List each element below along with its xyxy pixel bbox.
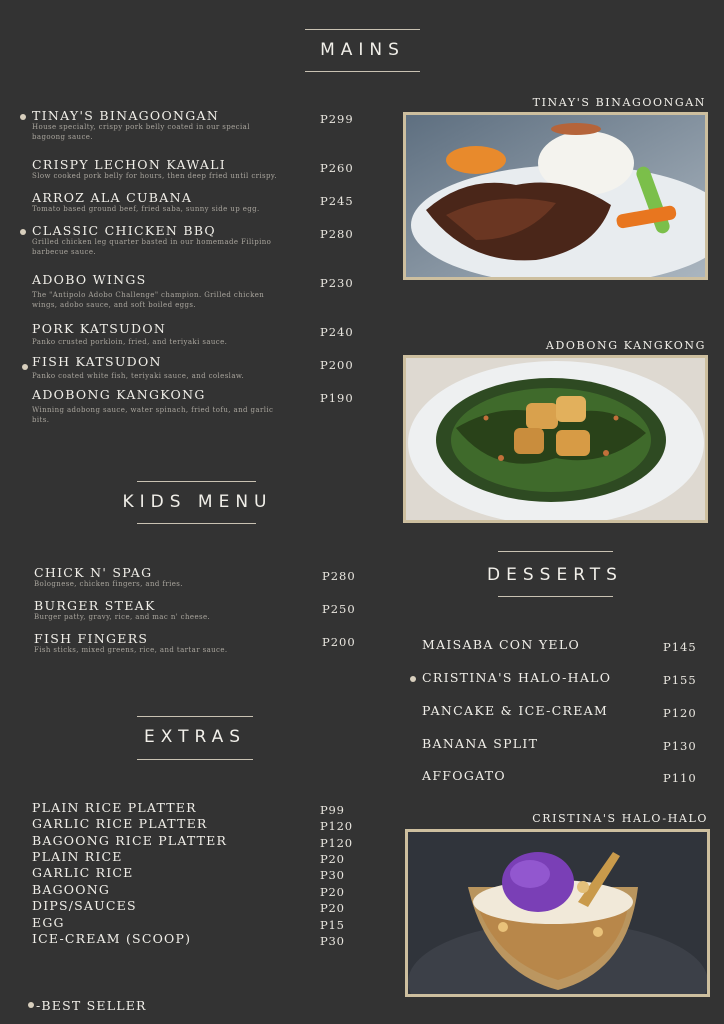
extra-item-name: PLAIN RICE: [32, 849, 123, 864]
mains-title-rule-bottom: [305, 71, 420, 72]
menu-item-price: P200: [322, 635, 356, 649]
kids-title: KIDS MENU: [122, 492, 273, 512]
best-seller-dot: [20, 229, 26, 235]
photo-caption-halohalo: CRISTINA'S HALO-HALO: [532, 812, 708, 825]
extras-title-rule-bottom: [137, 759, 253, 760]
extra-item-price: P120: [320, 836, 353, 850]
best-seller-dot: [22, 364, 28, 370]
extra-item-name: EGG: [32, 915, 65, 930]
menu-item-name: CRISPY LECHON KAWALI: [32, 157, 227, 172]
menu-item-price: P280: [322, 569, 356, 583]
menu-item-price: P120: [663, 706, 697, 720]
menu-item-price: P230: [320, 276, 354, 290]
menu-item-price: P200: [320, 358, 354, 372]
extra-item-name: ICE-CREAM (SCOOP): [32, 931, 192, 946]
menu-item-desc: Tomato based ground beef, fried saba, sunny side up egg.: [32, 205, 260, 213]
extra-item-name: BAGOONG: [32, 882, 111, 897]
menu-item-price: P110: [663, 771, 697, 785]
kids-title-rule-bottom: [137, 523, 256, 524]
menu-item-price: P280: [320, 227, 354, 241]
binagoongan-image: [406, 115, 705, 277]
extra-item-name: BAGOONG RICE PLATTER: [32, 833, 228, 848]
menu-item-desc: House specialty, crispy pork belly coated in our special bagoong sauce.: [32, 123, 250, 141]
mains-title-rule-top: [305, 29, 420, 30]
extra-item-name: PLAIN RICE PLATTER: [32, 800, 197, 815]
menu-item-name: PORK KATSUDON: [32, 321, 167, 336]
binagoongan-photo: [403, 112, 708, 280]
menu-item-desc: Fish sticks, mixed greens, rice, and tartar sauce.: [34, 646, 228, 654]
menu-item-desc: Burger patty, gravy, rice, and mac n' cheese.: [34, 613, 211, 621]
menu-item-desc: Winning adobong sauce, water spinach, fried tofu, and garlic bits.: [32, 406, 274, 424]
menu-item-name: AFFOGATO: [422, 768, 506, 783]
menu-item-name: CRISTINA'S HALO-HALO: [422, 670, 612, 685]
extra-item-name: GARLIC RICE PLATTER: [32, 816, 208, 831]
menu-item-desc: Panko coated white fish, teriyaki sauce, and coleslaw.: [32, 372, 245, 380]
menu-item-name: FISH FINGERS: [34, 631, 149, 646]
desserts-title-rule-bottom: [498, 596, 613, 597]
menu-item-name: CHICK N' SPAG: [34, 565, 153, 580]
extra-item-price: P120: [320, 819, 353, 833]
kangkong-image: [406, 358, 705, 520]
best-seller-dot: [20, 114, 26, 120]
menu-item-name: BURGER STEAK: [34, 598, 156, 613]
extra-item-name: DIPS/SAUCES: [32, 898, 137, 913]
menu-item-price: P260: [320, 161, 354, 175]
menu-item-name: ADOBONG KANGKONG: [32, 387, 206, 402]
halohalo-photo: [405, 829, 710, 997]
menu-item-name: CLASSIC CHICKEN BBQ: [32, 223, 216, 238]
desserts-title-rule-top: [498, 551, 613, 552]
photo-caption-kangkong: ADOBONG KANGKONG: [545, 339, 706, 352]
kids-title-rule-top: [137, 481, 256, 482]
extras-title: EXTRAS: [143, 727, 247, 747]
extra-item-price: P15: [320, 918, 345, 932]
extra-item-price: P30: [320, 934, 345, 948]
menu-item-price: P240: [320, 325, 354, 339]
menu-item-price: P250: [322, 602, 356, 616]
extra-item-price: P20: [320, 852, 345, 866]
menu-item-price: P190: [320, 391, 354, 405]
extras-title-rule-top: [137, 716, 253, 717]
mains-title: MAINS: [320, 40, 405, 60]
halohalo-image: [408, 832, 707, 994]
menu-item-price: P130: [663, 739, 697, 753]
menu-item-desc: The "Antipolo Adobo Challenge" champion. Grilled chicken wings, adobo sauce, and soft boiled eggs.: [32, 291, 265, 309]
menu-item-desc: Bolognese, chicken fingers, and fries.: [34, 580, 183, 588]
best-seller-dot: [410, 676, 416, 682]
menu-item-name: ADOBO WINGS: [32, 272, 147, 287]
menu-item-desc: Grilled chicken leg quarter basted in our homemade Filipino barbecue sauce.: [32, 238, 272, 256]
best-seller-legend-dot: [28, 1002, 34, 1008]
photo-caption-binagoongan: TINAY'S BINAGOONGAN: [532, 96, 706, 109]
best-seller-legend-label: -BEST SELLER: [36, 998, 147, 1013]
menu-item-name: BANANA SPLIT: [422, 736, 539, 751]
kangkong-photo: [403, 355, 708, 523]
menu-item-price: P245: [320, 194, 354, 208]
extra-item-price: P20: [320, 901, 345, 915]
menu-item-name: FISH KATSUDON: [32, 354, 162, 369]
menu-item-name: ARROZ ALA CUBANA: [32, 190, 193, 205]
extra-item-name: GARLIC RICE: [32, 865, 134, 880]
extra-item-price: P99: [320, 803, 345, 817]
menu-item-desc: Slow cooked pork belly for hours, then deep fried until crispy.: [32, 172, 277, 180]
desserts-title: DESSERTS: [487, 565, 623, 585]
menu-item-price: P145: [663, 640, 697, 654]
menu-item-name: TINAY'S BINAGOONGAN: [32, 108, 220, 123]
menu-item-desc: Panko crusted porkloin, fried, and teriyaki sauce.: [32, 338, 228, 346]
menu-item-price: P299: [320, 112, 354, 126]
menu-item-name: PANCAKE & ICE-CREAM: [422, 703, 609, 718]
extra-item-price: P20: [320, 885, 345, 899]
extra-item-price: P30: [320, 868, 345, 882]
menu-item-price: P155: [663, 673, 697, 687]
menu-item-name: MAISABA CON YELO: [422, 637, 580, 652]
